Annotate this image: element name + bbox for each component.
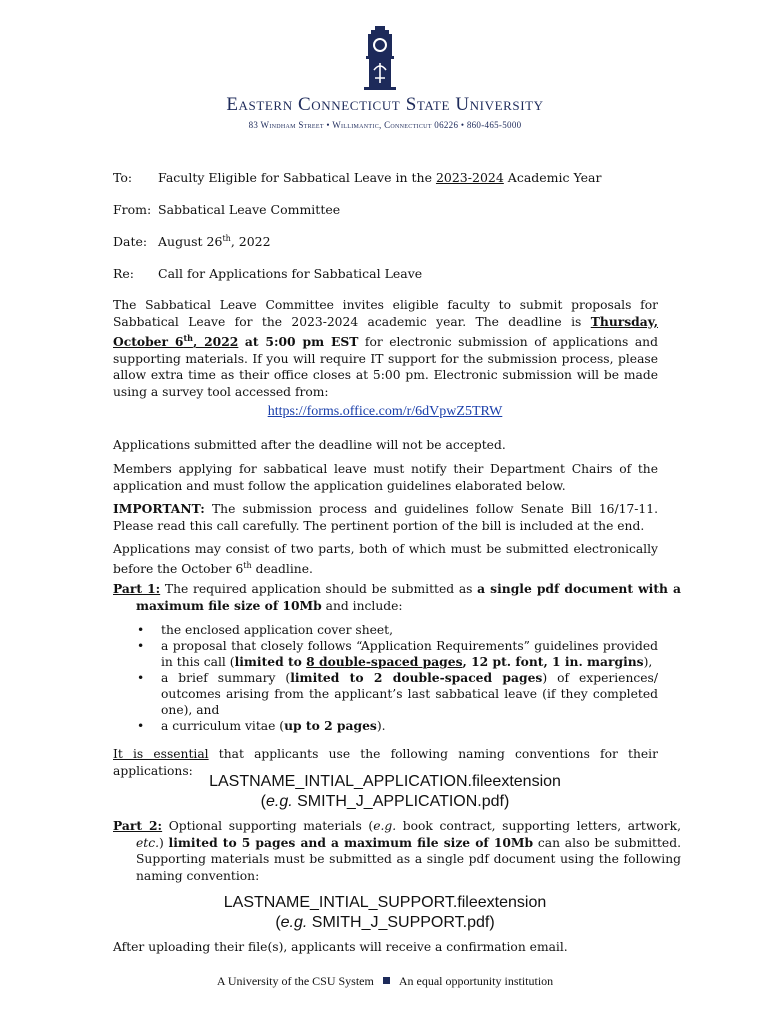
parts-paragraph: Applications may consist of two parts, both of which must be submitted electronically before the October 6th deadline. — [113, 542, 658, 576]
date-label: Date: — [113, 234, 148, 250]
re-label: Re: — [113, 266, 135, 281]
footer-eoi: An equal opportunity institution — [398, 974, 554, 988]
part2-paragraph: Part 2: Optional supporting materials (e.g. book contract, supporting letters, artwork, etc.) limited to 5 pages and a maximum file size of 10Mb can also be submitted. Supporting materials must be submitted as a single pdf document using the following naming convention: — [113, 818, 682, 883]
list-item: • a brief summary (limited to 2 double-spaced pages) of experiences/ outcomes arising from the applicant’s last sabbatical leave (if they completed one), and — [137, 670, 658, 717]
memo-from — [113, 202, 340, 217]
part1-paragraph: Part 1: The required application should be submitted as a single pdf document with a maximum file size of 10Mb and include: — [113, 581, 681, 613]
after-upload-paragraph: After uploading their file(s), applicants will receive a confirmation email. — [113, 940, 568, 954]
memo-date — [113, 234, 271, 249]
date-year: , 2022 — [230, 234, 271, 250]
important-text: The submission process and guidelines follow Senate Bill 16/17-11. Please read this call carefully. The pertinent portion of the bill is included at the end. — [113, 502, 658, 533]
part1-label: Part 1: — [113, 581, 161, 596]
memo-to — [113, 170, 601, 185]
essential-paragraph: It is essential that applicants use the following naming conventions for their applications: — [113, 747, 658, 778]
to-text: Faculty Eligible for Sabbatical Leave in the — [158, 170, 436, 185]
support-naming-convention: LASTNAME_INTIAL_SUPPORT.fileextension (e.g. SMITH_J_SUPPORT.pdf) — [223, 894, 547, 931]
memo-re — [113, 266, 422, 281]
footer — [0, 974, 770, 989]
university-name: Eastern Connecticut State University — [226, 94, 544, 115]
university-address: 83 Windham Street • Willimantic, Connecticut 06226 • 860-465-5000 — [248, 120, 522, 130]
part1-bold: a single pdf document with a maximum file size of 10Mb — [136, 581, 681, 613]
deadline-paragraph: Applications submitted after the deadline will not be accepted. — [113, 438, 506, 452]
to-year: 2023-2024 — [435, 170, 504, 185]
from-label: From: — [113, 202, 152, 217]
submission-form-link[interactable]: https://forms.office.com/r/6dVpwZ5TRW — [267, 404, 503, 419]
part2-bold: limited to 5 pages and a maximum file size of 10Mb — [168, 834, 534, 850]
deadline-date: Thursday, October 6th, 2022 — [113, 313, 658, 350]
from-value: Sabbatical Leave Committee — [158, 202, 341, 217]
footer-system: A University of the CSU System — [216, 974, 374, 988]
date-sup: th — [222, 234, 231, 243]
list-item: • a proposal that closely follows “Application Requirements” guidelines provided in this call (limited to 8 double-spaced pages, 12 pt. font, 1 in. margins), — [137, 639, 658, 669]
list-item: • the enclosed application cover sheet, — [137, 623, 394, 637]
re-value: Call for Applications for Sabbatical Leave — [158, 266, 423, 281]
date-value: August 26 — [158, 234, 223, 250]
to-label: To: — [113, 170, 133, 185]
square-separator-icon — [383, 977, 390, 984]
application-naming-convention: LASTNAME_INTIAL_APPLICATION.fileextension (e.g. SMITH_J_APPLICATION.pdf) — [209, 773, 561, 810]
essential-underline: It is essential — [113, 747, 209, 761]
members-paragraph: Members applying for sabbatical leave must notify their Department Chairs of the application and must follow the application guidelines elaborated below. — [113, 462, 658, 493]
university-clocktower-logo — [360, 26, 400, 90]
intro-text-2: for electronic submission of applications and supporting materials. If you will require IT support for the submission process, please allow extra time as their office closes at 5:00 pm. Electronic submission will be made using a survey tool accessed from: — [113, 335, 658, 400]
deadline-time: at 5:00 pm EST — [244, 334, 359, 350]
requirements-list — [137, 622, 658, 734]
intro-text: The Sabbatical Leave Committee invites eligible faculty to submit proposals for Sabbatical Leave for the 2023-2024 academic year. The deadline is — [113, 298, 658, 329]
important-label: IMPORTANT: — [113, 501, 205, 516]
intro-paragraph — [113, 297, 658, 401]
to-text-end: Academic Year — [503, 170, 602, 185]
part2-label: Part 2: — [113, 818, 163, 833]
important-paragraph — [113, 501, 658, 534]
list-item: • a curriculum vitae (up to 2 pages). — [137, 718, 386, 733]
